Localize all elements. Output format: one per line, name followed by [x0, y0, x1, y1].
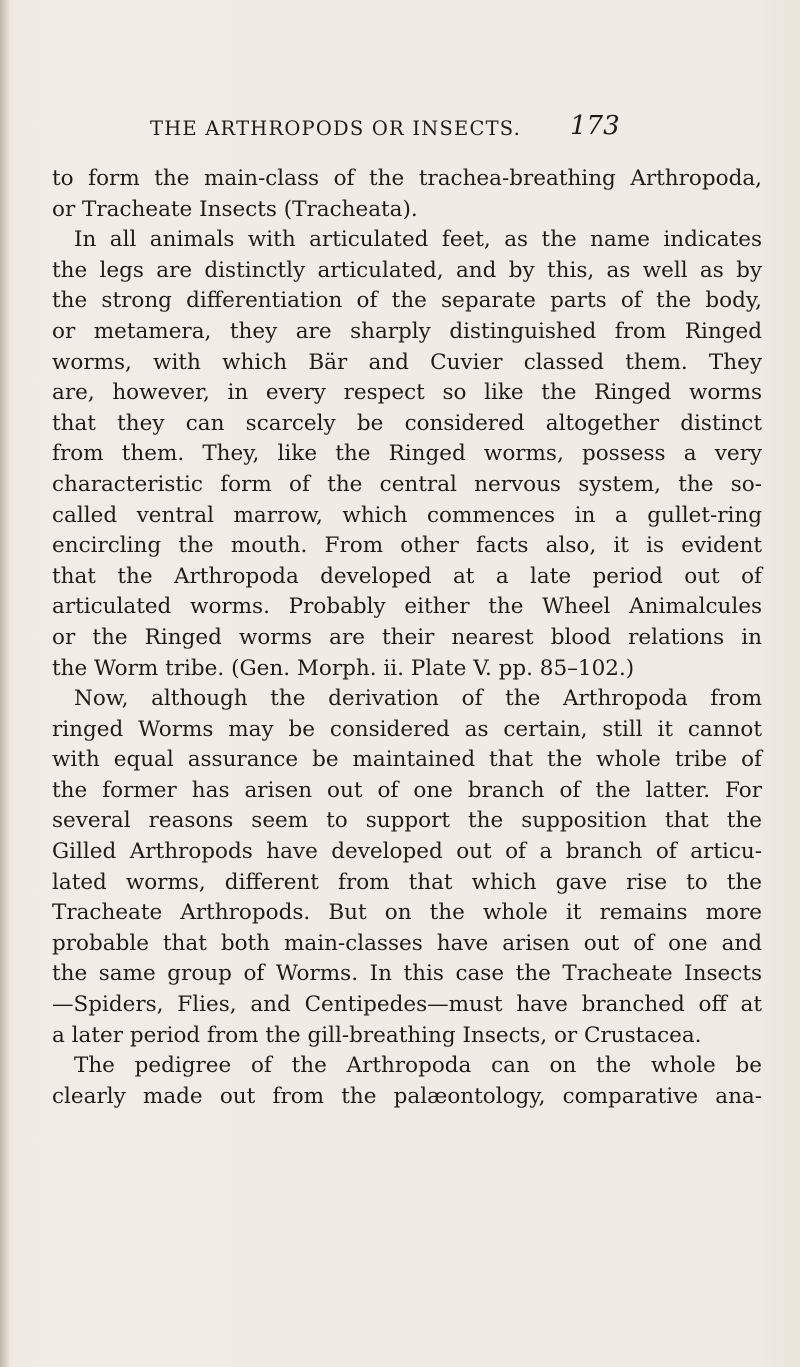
text-line: are, however, in every respect so like the Ringed worms: [52, 380, 762, 406]
text-line: In all animals with articulated feet, as the name indicates: [74, 227, 762, 253]
text-line: probable that both main-classes have arisen out of one and: [52, 930, 762, 956]
text-line: to form the main-class of the trachea-breathing Arthropoda,: [52, 166, 762, 191]
text-line: the former has arisen out of one branch of the latter. For: [52, 777, 762, 803]
text-line: The pedigree of the Arthropoda can on the whole be: [74, 1053, 762, 1079]
running-head: [150, 111, 770, 145]
text-line: —Spiders, Flies, and Centipedes—must have branched off at: [52, 992, 762, 1018]
text-line: the Worm tribe. (Gen. Morph. ii. Plate V. pp. 85–102.): [52, 655, 635, 681]
text-line: from them. They, like the Ringed worms, possess a very: [52, 441, 762, 467]
body-text: [52, 164, 762, 1112]
text-line: or metamera, they are sharply distinguished from Ringed: [52, 318, 762, 344]
text-line: the strong differentiation of the separate parts of the body,: [52, 288, 762, 314]
page-number: 173: [570, 111, 620, 141]
text-line: ringed Worms may be considered as certain, still it cannot: [52, 716, 762, 742]
gutter-shadow: [0, 0, 10, 1367]
text-line: that the Arthropoda developed at a late period out of: [52, 563, 762, 589]
text-line: several reasons seem to support the supposition that the: [52, 808, 762, 834]
text-line: that they can scarcely be considered altogether distinct: [52, 410, 762, 436]
text-line: Gilled Arthropods have developed out of a branch of articu-: [52, 839, 762, 865]
text-line: called ventral marrow, which commences in a gullet-ring: [52, 502, 762, 528]
text-line: encircling the mouth. From other facts also, it is evident: [52, 533, 762, 559]
text-line: clearly made out from the palæontology, comparative ana-: [52, 1083, 762, 1109]
text-line: the legs are distinctly articulated, and by this, as well as by: [52, 257, 762, 283]
text-line: a later period from the gill-breathing Insects, or Crustacea.: [52, 1022, 702, 1048]
text-line: articulated worms. Probably either the Wheel Animalcules: [52, 594, 762, 620]
text-line: or the Ringed worms are their nearest blood relations in: [52, 624, 762, 650]
text-line: worms, with which Bär and Cuvier classed them. They: [52, 349, 762, 375]
text-line: with equal assurance be maintained that the whole tribe of: [52, 747, 762, 773]
text-line: characteristic form of the central nervous system, the so-: [52, 471, 762, 497]
text-line: lated worms, different from that which gave rise to the: [52, 869, 762, 895]
text-line: or Tracheate Insects (Tracheata).: [52, 196, 418, 222]
running-title: THE ARTHROPODS OR INSECTS.: [150, 117, 522, 140]
text-line: Tracheate Arthropods. But on the whole it remains more: [52, 900, 762, 926]
text-line: Now, although the derivation of the Arthropoda from: [74, 686, 762, 712]
text-line: the same group of Worms. In this case the Tracheate Insects: [52, 961, 762, 987]
